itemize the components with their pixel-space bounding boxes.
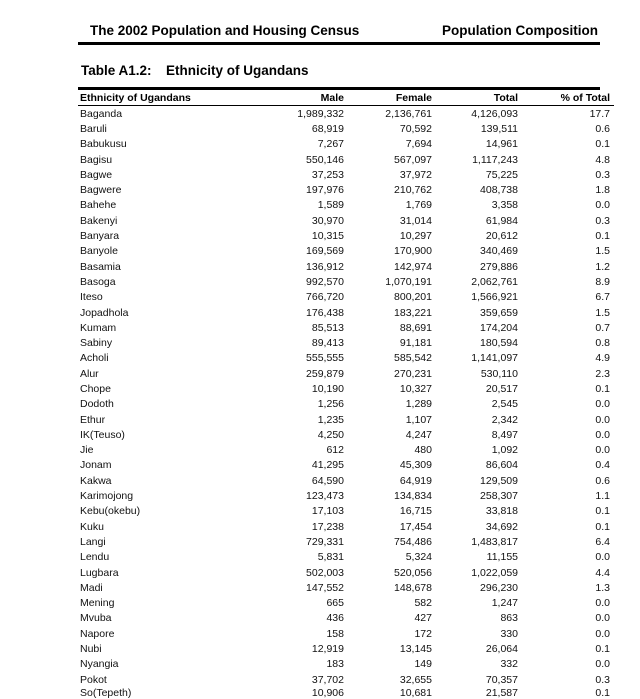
table-row bbox=[78, 641, 614, 656]
female-cell: 70,592 bbox=[346, 121, 434, 136]
table-row bbox=[78, 213, 614, 228]
male-cell: 502,003 bbox=[262, 565, 346, 580]
col-header-male: Male bbox=[262, 90, 346, 106]
table-row bbox=[78, 626, 614, 641]
table-row bbox=[78, 397, 614, 412]
pct-cell: 0.0 bbox=[520, 198, 614, 213]
total-cell: 20,612 bbox=[434, 228, 520, 243]
ethnicity-cell: Iteso bbox=[78, 290, 262, 305]
male-cell: 259,879 bbox=[262, 366, 346, 381]
male-cell: 10,906 bbox=[262, 687, 346, 699]
col-header-pct: % of Total bbox=[520, 90, 614, 106]
female-cell: 427 bbox=[346, 611, 434, 626]
total-cell: 279,886 bbox=[434, 259, 520, 274]
pct-cell: 0.4 bbox=[520, 458, 614, 473]
ethnicity-cell: Mvuba bbox=[78, 611, 262, 626]
total-cell: 863 bbox=[434, 611, 520, 626]
table-caption bbox=[81, 63, 309, 78]
male-cell: 436 bbox=[262, 611, 346, 626]
female-cell: 88,691 bbox=[346, 320, 434, 335]
total-cell: 408,738 bbox=[434, 182, 520, 197]
pct-cell: 0.0 bbox=[520, 412, 614, 427]
table-row bbox=[78, 534, 614, 549]
female-cell: 10,681 bbox=[346, 687, 434, 699]
male-cell: 12,919 bbox=[262, 641, 346, 656]
total-cell: 258,307 bbox=[434, 488, 520, 503]
section-title: Population Composition bbox=[442, 23, 598, 38]
pct-cell: 1.2 bbox=[520, 259, 614, 274]
female-cell: 1,769 bbox=[346, 198, 434, 213]
ethnicity-cell: Baganda bbox=[78, 106, 262, 122]
ethnicity-cell: Banyara bbox=[78, 228, 262, 243]
female-cell: 183,221 bbox=[346, 305, 434, 320]
ethnicity-cell: Dodoth bbox=[78, 397, 262, 412]
total-cell: 61,984 bbox=[434, 213, 520, 228]
total-cell: 21,587 bbox=[434, 687, 520, 699]
pct-cell: 0.0 bbox=[520, 657, 614, 672]
female-cell: 2,136,761 bbox=[346, 106, 434, 122]
female-cell: 91,181 bbox=[346, 335, 434, 350]
ethnicity-cell: Lendu bbox=[78, 550, 262, 565]
table-row bbox=[78, 274, 614, 289]
pct-cell: 0.6 bbox=[520, 473, 614, 488]
table-row bbox=[78, 458, 614, 473]
total-cell: 1,022,059 bbox=[434, 565, 520, 580]
ethnicity-cell: Bagwere bbox=[78, 182, 262, 197]
total-cell: 1,483,817 bbox=[434, 534, 520, 549]
pct-cell: 0.0 bbox=[520, 550, 614, 565]
pct-cell: 0.1 bbox=[520, 687, 614, 699]
ethnicity-cell: Basamia bbox=[78, 259, 262, 274]
pct-cell: 1.1 bbox=[520, 488, 614, 503]
male-cell: 176,438 bbox=[262, 305, 346, 320]
table-row bbox=[78, 596, 614, 611]
male-cell: 1,589 bbox=[262, 198, 346, 213]
pct-cell: 0.3 bbox=[520, 672, 614, 687]
pct-cell: 2.3 bbox=[520, 366, 614, 381]
total-cell: 296,230 bbox=[434, 580, 520, 595]
male-cell: 555,555 bbox=[262, 351, 346, 366]
total-cell: 332 bbox=[434, 657, 520, 672]
male-cell: 17,103 bbox=[262, 504, 346, 519]
male-cell: 158 bbox=[262, 626, 346, 641]
male-cell: 729,331 bbox=[262, 534, 346, 549]
total-cell: 3,358 bbox=[434, 198, 520, 213]
total-cell: 4,126,093 bbox=[434, 106, 520, 122]
table-row bbox=[78, 412, 614, 427]
female-cell: 585,542 bbox=[346, 351, 434, 366]
total-cell: 180,594 bbox=[434, 335, 520, 350]
ethnicity-cell: Bakenyi bbox=[78, 213, 262, 228]
table-body bbox=[78, 106, 614, 699]
ethnicity-cell: Baruli bbox=[78, 121, 262, 136]
ethnicity-cell: Acholi bbox=[78, 351, 262, 366]
pct-cell: 17.7 bbox=[520, 106, 614, 122]
total-cell: 34,692 bbox=[434, 519, 520, 534]
male-cell: 766,720 bbox=[262, 290, 346, 305]
total-cell: 1,141,097 bbox=[434, 351, 520, 366]
female-cell: 32,655 bbox=[346, 672, 434, 687]
total-cell: 1,092 bbox=[434, 443, 520, 458]
male-cell: 64,590 bbox=[262, 473, 346, 488]
total-cell: 139,511 bbox=[434, 121, 520, 136]
male-cell: 17,238 bbox=[262, 519, 346, 534]
table-row bbox=[78, 519, 614, 534]
female-cell: 170,900 bbox=[346, 244, 434, 259]
total-cell: 174,204 bbox=[434, 320, 520, 335]
table-row bbox=[78, 611, 614, 626]
table-row bbox=[78, 152, 614, 167]
table-number: Table A1.2: bbox=[81, 63, 166, 78]
female-cell: 172 bbox=[346, 626, 434, 641]
female-cell: 31,014 bbox=[346, 213, 434, 228]
female-cell: 5,324 bbox=[346, 550, 434, 565]
female-cell: 1,289 bbox=[346, 397, 434, 412]
male-cell: 5,831 bbox=[262, 550, 346, 565]
female-cell: 800,201 bbox=[346, 290, 434, 305]
pct-cell: 0.8 bbox=[520, 335, 614, 350]
table-row bbox=[78, 473, 614, 488]
male-cell: 7,267 bbox=[262, 137, 346, 152]
pct-cell: 0.1 bbox=[520, 137, 614, 152]
table-row bbox=[78, 657, 614, 672]
pct-cell: 6.4 bbox=[520, 534, 614, 549]
table-row bbox=[78, 381, 614, 396]
female-cell: 134,834 bbox=[346, 488, 434, 503]
pct-cell: 0.1 bbox=[520, 519, 614, 534]
male-cell: 10,190 bbox=[262, 381, 346, 396]
ethnicity-cell: Sabiny bbox=[78, 335, 262, 350]
pct-cell: 0.0 bbox=[520, 611, 614, 626]
female-cell: 582 bbox=[346, 596, 434, 611]
ethnicity-cell: Mening bbox=[78, 596, 262, 611]
total-cell: 330 bbox=[434, 626, 520, 641]
total-cell: 1,247 bbox=[434, 596, 520, 611]
col-header-female: Female bbox=[346, 90, 434, 106]
table-row bbox=[78, 167, 614, 182]
ethnicity-cell: Basoga bbox=[78, 274, 262, 289]
table-row bbox=[78, 504, 614, 519]
ethnicity-cell: Karimojong bbox=[78, 488, 262, 503]
male-cell: 89,413 bbox=[262, 335, 346, 350]
female-cell: 149 bbox=[346, 657, 434, 672]
ethnicity-cell: So(Tepeth) bbox=[78, 687, 262, 699]
male-cell: 665 bbox=[262, 596, 346, 611]
total-cell: 33,818 bbox=[434, 504, 520, 519]
male-cell: 85,513 bbox=[262, 320, 346, 335]
pct-cell: 0.3 bbox=[520, 213, 614, 228]
female-cell: 567,097 bbox=[346, 152, 434, 167]
pct-cell: 1.3 bbox=[520, 580, 614, 595]
table-row bbox=[78, 550, 614, 565]
pct-cell: 8.9 bbox=[520, 274, 614, 289]
pct-cell: 0.1 bbox=[520, 381, 614, 396]
pct-cell: 0.0 bbox=[520, 596, 614, 611]
ethnicity-cell: Langi bbox=[78, 534, 262, 549]
female-cell: 17,454 bbox=[346, 519, 434, 534]
ethnicity-cell: Babukusu bbox=[78, 137, 262, 152]
ethnicity-cell: IK(Teuso) bbox=[78, 427, 262, 442]
ethnicity-cell: Banyole bbox=[78, 244, 262, 259]
male-cell: 37,702 bbox=[262, 672, 346, 687]
table-row bbox=[78, 320, 614, 335]
total-cell: 1,117,243 bbox=[434, 152, 520, 167]
total-cell: 2,062,761 bbox=[434, 274, 520, 289]
male-cell: 10,315 bbox=[262, 228, 346, 243]
table-row bbox=[78, 106, 614, 122]
female-cell: 13,145 bbox=[346, 641, 434, 656]
table-row bbox=[78, 427, 614, 442]
ethnicity-cell: Kumam bbox=[78, 320, 262, 335]
pct-cell: 6.7 bbox=[520, 290, 614, 305]
female-cell: 16,715 bbox=[346, 504, 434, 519]
table-row-partial bbox=[78, 687, 614, 699]
table-row bbox=[78, 228, 614, 243]
table-row bbox=[78, 305, 614, 320]
pct-cell: 0.6 bbox=[520, 121, 614, 136]
pct-cell: 0.1 bbox=[520, 504, 614, 519]
ethnicity-cell: Lugbara bbox=[78, 565, 262, 580]
total-cell: 26,064 bbox=[434, 641, 520, 656]
ethnicity-cell: Nyangia bbox=[78, 657, 262, 672]
pct-cell: 1.5 bbox=[520, 244, 614, 259]
table-row bbox=[78, 290, 614, 305]
table-row bbox=[78, 182, 614, 197]
male-cell: 37,253 bbox=[262, 167, 346, 182]
female-cell: 1,070,191 bbox=[346, 274, 434, 289]
total-cell: 359,659 bbox=[434, 305, 520, 320]
female-cell: 10,297 bbox=[346, 228, 434, 243]
total-cell: 2,545 bbox=[434, 397, 520, 412]
ethnicity-table bbox=[78, 90, 614, 699]
ethnicity-cell: Jopadhola bbox=[78, 305, 262, 320]
pct-cell: 0.1 bbox=[520, 641, 614, 656]
male-cell: 169,569 bbox=[262, 244, 346, 259]
female-cell: 520,056 bbox=[346, 565, 434, 580]
col-header-total: Total bbox=[434, 90, 520, 106]
female-cell: 64,919 bbox=[346, 473, 434, 488]
ethnicity-cell: Nubi bbox=[78, 641, 262, 656]
ethnicity-cell: Alur bbox=[78, 366, 262, 381]
male-cell: 183 bbox=[262, 657, 346, 672]
pct-cell: 0.0 bbox=[520, 626, 614, 641]
ethnicity-cell: Jonam bbox=[78, 458, 262, 473]
table-row bbox=[78, 137, 614, 152]
female-cell: 45,309 bbox=[346, 458, 434, 473]
female-cell: 10,327 bbox=[346, 381, 434, 396]
male-cell: 30,970 bbox=[262, 213, 346, 228]
female-cell: 37,972 bbox=[346, 167, 434, 182]
total-cell: 11,155 bbox=[434, 550, 520, 565]
ethnicity-cell: Kakwa bbox=[78, 473, 262, 488]
ethnicity-cell: Kuku bbox=[78, 519, 262, 534]
male-cell: 41,295 bbox=[262, 458, 346, 473]
pct-cell: 4.4 bbox=[520, 565, 614, 580]
total-cell: 1,566,921 bbox=[434, 290, 520, 305]
male-cell: 1,256 bbox=[262, 397, 346, 412]
table-row bbox=[78, 121, 614, 136]
ethnicity-cell: Bagwe bbox=[78, 167, 262, 182]
ethnicity-cell: Madi bbox=[78, 580, 262, 595]
total-cell: 14,961 bbox=[434, 137, 520, 152]
female-cell: 1,107 bbox=[346, 412, 434, 427]
pct-cell: 1.5 bbox=[520, 305, 614, 320]
ethnicity-cell: Kebu(okebu) bbox=[78, 504, 262, 519]
table-title: Ethnicity of Ugandans bbox=[166, 63, 309, 78]
ethnicity-cell: Bagisu bbox=[78, 152, 262, 167]
pct-cell: 0.0 bbox=[520, 397, 614, 412]
female-cell: 754,486 bbox=[346, 534, 434, 549]
pct-cell: 0.0 bbox=[520, 443, 614, 458]
pct-cell: 0.0 bbox=[520, 427, 614, 442]
male-cell: 550,146 bbox=[262, 152, 346, 167]
table-row bbox=[78, 335, 614, 350]
pct-cell: 4.8 bbox=[520, 152, 614, 167]
pct-cell: 0.1 bbox=[520, 228, 614, 243]
ethnicity-cell: Bahehe bbox=[78, 198, 262, 213]
female-cell: 210,762 bbox=[346, 182, 434, 197]
table-row bbox=[78, 351, 614, 366]
male-cell: 4,250 bbox=[262, 427, 346, 442]
female-cell: 480 bbox=[346, 443, 434, 458]
total-cell: 70,357 bbox=[434, 672, 520, 687]
page-header bbox=[78, 22, 600, 45]
pct-cell: 0.3 bbox=[520, 167, 614, 182]
table-row bbox=[78, 198, 614, 213]
total-cell: 75,225 bbox=[434, 167, 520, 182]
male-cell: 136,912 bbox=[262, 259, 346, 274]
male-cell: 1,989,332 bbox=[262, 106, 346, 122]
male-cell: 197,976 bbox=[262, 182, 346, 197]
table-row bbox=[78, 672, 614, 687]
male-cell: 992,570 bbox=[262, 274, 346, 289]
total-cell: 129,509 bbox=[434, 473, 520, 488]
total-cell: 86,604 bbox=[434, 458, 520, 473]
total-cell: 340,469 bbox=[434, 244, 520, 259]
table-row bbox=[78, 244, 614, 259]
female-cell: 142,974 bbox=[346, 259, 434, 274]
total-cell: 8,497 bbox=[434, 427, 520, 442]
total-cell: 2,342 bbox=[434, 412, 520, 427]
table-row bbox=[78, 259, 614, 274]
ethnicity-cell: Jie bbox=[78, 443, 262, 458]
female-cell: 4,247 bbox=[346, 427, 434, 442]
pct-cell: 0.7 bbox=[520, 320, 614, 335]
table-row bbox=[78, 580, 614, 595]
pct-cell: 1.8 bbox=[520, 182, 614, 197]
male-cell: 612 bbox=[262, 443, 346, 458]
table-header-row bbox=[78, 90, 614, 106]
female-cell: 7,694 bbox=[346, 137, 434, 152]
table-row bbox=[78, 443, 614, 458]
male-cell: 123,473 bbox=[262, 488, 346, 503]
table-row bbox=[78, 565, 614, 580]
ethnicity-cell: Napore bbox=[78, 626, 262, 641]
ethnicity-table-container bbox=[78, 87, 600, 699]
census-title: The 2002 Population and Housing Census bbox=[90, 23, 359, 38]
male-cell: 147,552 bbox=[262, 580, 346, 595]
ethnicity-cell: Ethur bbox=[78, 412, 262, 427]
ethnicity-cell: Pokot bbox=[78, 672, 262, 687]
table-row bbox=[78, 488, 614, 503]
total-cell: 530,110 bbox=[434, 366, 520, 381]
female-cell: 270,231 bbox=[346, 366, 434, 381]
col-header-ethnicity: Ethnicity of Ugandans bbox=[78, 90, 262, 106]
pct-cell: 4.9 bbox=[520, 351, 614, 366]
male-cell: 1,235 bbox=[262, 412, 346, 427]
male-cell: 68,919 bbox=[262, 121, 346, 136]
ethnicity-cell: Chope bbox=[78, 381, 262, 396]
table-row bbox=[78, 366, 614, 381]
total-cell: 20,517 bbox=[434, 381, 520, 396]
female-cell: 148,678 bbox=[346, 580, 434, 595]
